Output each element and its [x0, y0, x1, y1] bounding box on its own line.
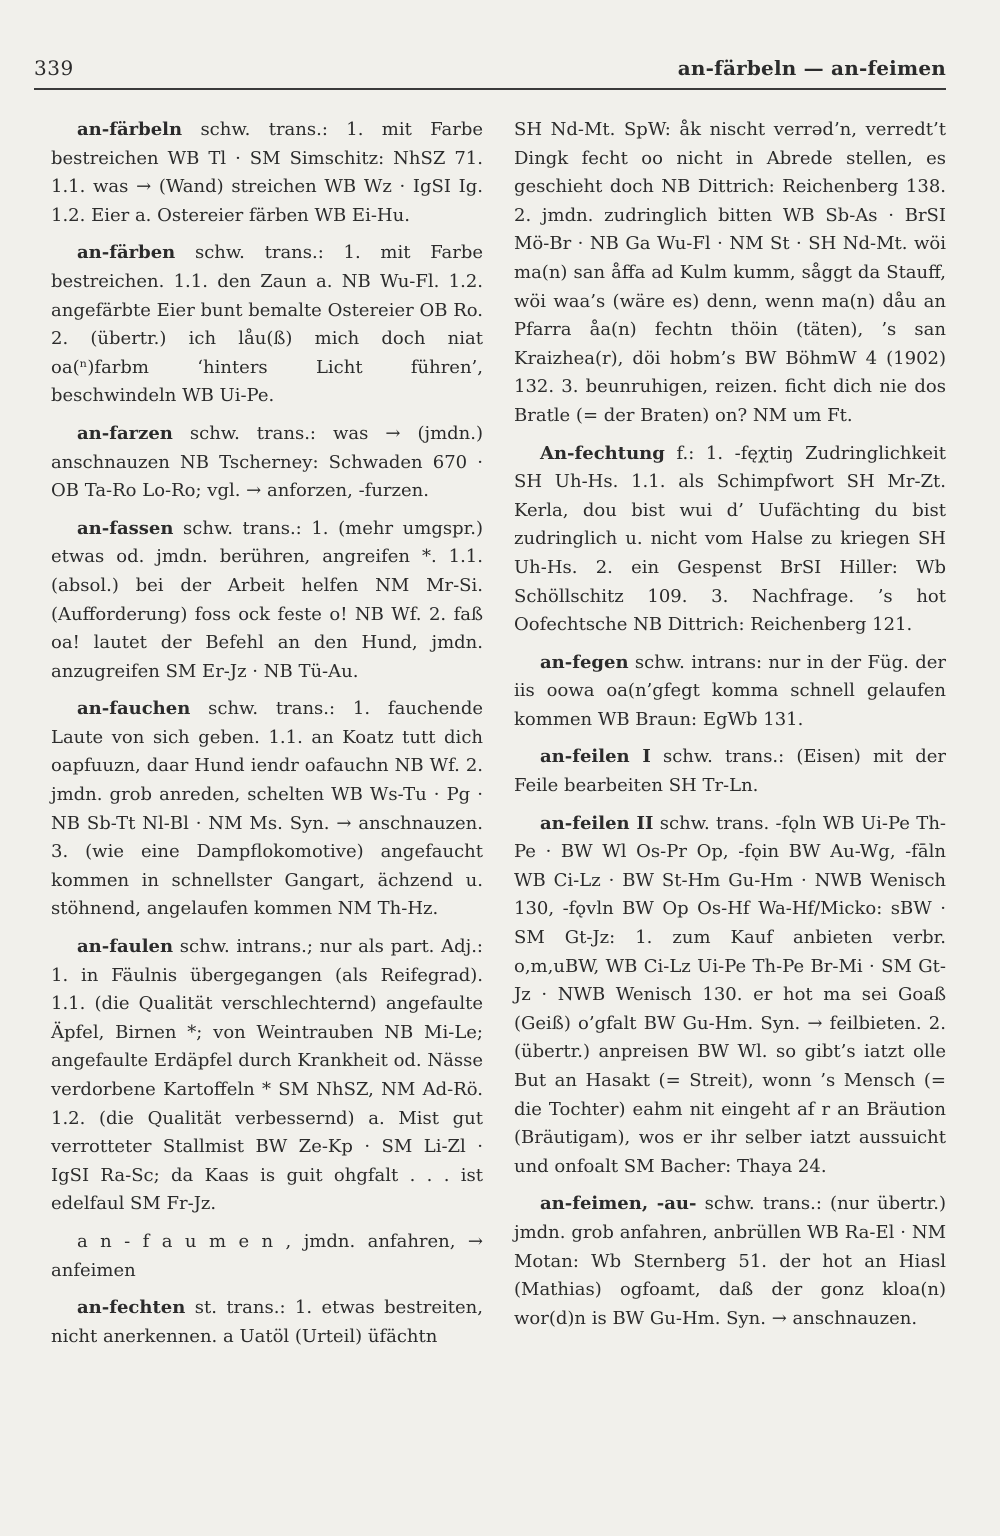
entry-text: schw. trans. -fǫln WB Ui-Pe Th-Pe · BW Wl Os-Pr Op, -fǫin BW Au-Wg, -fāln WB Ci-Lz · BW St-Hm Gu-Hm · NWB Wenisch 130, -fǫvln BW Op Os-Hf Wa-Hf/Micko: sBW · SM Gt-Jz: 1. zum Kauf anbieten verbr. o,m,uBW, WB Ci-Lz Ui-Pe Th-Pe Br-Mi · SM Gt-Jz · NWB Wenisch 130. er hot ma sei Goaß (Geiß) o’gfalt BW Gu-Hm. Syn. → feilbieten. 2. (übertr.) anpreisen BW Wl. so gibt’s iatzt olle But an Hasakt (= Streit), wonn ’s Mensch (= die Tochter) eahm nit eingeht af r an Bräution (Bräutigam), wos er ihr selber iatzt aussuicht und onfoalt SM Bacher: Thaya 24. [514, 812, 946, 1177]
entry-text: schw. trans.: (nur übertr.) jmdn. grob anfahren, anbrüllen WB Ra-El · NM Motan: Wb Sternberg 51. der hot an Hiasl (Mathias) ogfoamt, daß der gonz kloa(n) wor(d)n is BW Gu-Hm. Syn. → anschnauzen. [514, 1193, 946, 1329]
entry-text: a n - f a u m e n , jmdn. anfahren, → anfeimen [51, 1230, 483, 1281]
headword: an-fassen [77, 517, 174, 539]
entry-text: schw. intrans.; nur als part. Adj.: 1. in Fäulnis übergegangen (als Reifegrad). 1.1. (die Qualität verschlechternd) angefaulte Äpfel, Birnen *; von Weintrauben NB Mi-Le; angefaulte Erdäpfel durch Krankheit od. Nässe verdorbene Kartoffeln * SM NhSZ, NM Ad-Rö. 1.2. (die Qualität verbessernd) a. Mist gut verrotteter Stallmist BW Ze-Kp · SM Li-Zl · IgSI Ra-Sc; da Kaas is guit ohgfalt . . . ist edelfaul SM Fr-Jz. [51, 936, 483, 1215]
entry-text: st. trans.: 1. etwas bestreiten, nicht anerkennen. a Uatöl (Urteil) üfächtn [51, 1297, 483, 1347]
dictionary-entry [51, 1294, 483, 1351]
entry-text: schw. trans.: 1. (mehr umgspr.) etwas od. jmdn. berühren, angreifen *. 1.1. (absol.) bei der Arbeit helfen NM Mr-Si. (Aufforderung) foss ock feste o! NB Wf. 2. faß oa! lautet der Befehl an den Hund, jmdn. anzugreifen SM Er-Jz · NB Tü-Au. [51, 517, 483, 682]
headword: an-fechten [77, 1297, 186, 1319]
page-header [34, 56, 946, 90]
page-number: 339 [34, 56, 74, 80]
headword: an-feimen, -au- [540, 1193, 697, 1215]
entry-text: schw. trans.: 1. fauchende Laute von sich geben. 1.1. an Koatz tutt dich oapfuuzn, daar Hund iendr oafauchn NB Wf. 2. jmdn. grob anreden, schelten WB Ws-Tu · Pg · NB Sb-Tt Nl-Bl · NM Ms. Syn. → anschnauzen. 3. (wie eine Dampflokomotive) angefaucht kommen in schnellster Gangart, ächzend u. stöhnend, angelaufen kommen NM Th-Hz. [51, 698, 483, 920]
dictionary-entry [51, 116, 483, 230]
headword: an-feilen I [540, 746, 651, 768]
entry-text: schw. trans.: was → (jmdn.) anschnauzen NB Tscherney: Schwaden 670 · OB Ta-Ro Lo-Ro; vgl. → anforzen, -furzen. [51, 422, 483, 502]
dictionary-entry [51, 933, 483, 1219]
headword: an-farzen [77, 422, 173, 444]
dictionary-entry [514, 810, 946, 1182]
left-column [51, 116, 483, 1360]
entry-text: f.: 1. -fęχtiŋ Zudringlichkeit SH Uh-Hs. 1.1. als Schimpfwort SH Mr-Zt. Kerla, dou bist wui d’ Uufächting du bist zudringlich u. nicht vom Halse zu kriegen SH Uh-Hs. 2. ein Gespenst BrSI Hiller: Wb Schöllschitz 109. 3. Nachfrage. ’s hot Oofechtsche NB Dittrich: Reichenberg 121. [514, 442, 946, 636]
headword: an-färbeln [77, 119, 183, 140]
dictionary-entry [514, 743, 946, 800]
dictionary-entry [514, 1190, 946, 1333]
dictionary-entry [51, 695, 483, 924]
entry-text: SH Nd-Mt. SpW: åk nischt verrəd’n, verredt’t Dingk fecht oo nicht in Abrede stellen, es geschieht doch NB Dittrich: Reichenberg 138. 2. jmdn. zudringlich bitten WB Sb-As · BrSI Mö-Br · NB Ga Wu-Fl · NM St · SH Nd-Mt. wöi ma(n) san åffa ad Kulm kumm, såggt da Stauff, wöi waa’s (wäre es) denn, wenn ma(n) dåu an Pfarra åa(n) fechtn thöin (täten), ’s san Kraizhea(r), döi hobm’s BW BöhmW 4 (1902) 132. 3. beunruhigen, reizen. ficht dich nie dos Bratle (= der Braten) on? NM um Ft. [514, 119, 946, 426]
headword: An-fechtung [540, 442, 665, 464]
headword: an-feilen II [540, 812, 654, 834]
entry-text: schw. intrans: nur in der Füg. der iis oowa oa(n’gfegt komma schnell gelaufen kommen WB Braun: EgWb 131. [514, 651, 946, 730]
dictionary-entry [514, 440, 946, 640]
right-column [514, 116, 946, 1342]
entry-text: schw. trans.: (Eisen) mit der Feile bearbeiten SH Tr-Ln. [514, 746, 946, 797]
entry-text: schw. trans.: 1. mit Farbe bestreichen WB Tl · SM Simschitz: NhSZ 71. 1.1. was → (Wand) streichen WB Wz · IgSI Ig. 1.2. Eier a. Ostereier färben WB Ei-Hu. [51, 119, 483, 226]
cross-reference-entry [51, 1228, 483, 1285]
dictionary-entry-continuation [514, 116, 946, 431]
dictionary-entry [514, 649, 946, 735]
headword: an-faulen [77, 936, 174, 958]
dictionary-entry [51, 239, 483, 411]
headword: an-fauchen [77, 698, 191, 720]
dictionary-entry [51, 420, 483, 506]
headword: an-fegen [540, 651, 629, 673]
headword: an-färben [77, 242, 176, 264]
dictionary-entry [51, 515, 483, 687]
running-head: an-färbeln — an-feimen [677, 56, 946, 80]
entry-text: schw. trans.: 1. mit Farbe bestreichen. 1.1. den Zaun a. NB Wu-Fl. 1.2. angefärbte Eier bunt bemalte Ostereier OB Ro. 2. (übertr.) ich låu(ß) mich doch niat oa(ⁿ)farbm ‘hinters Licht führen’, beschwindeln WB Ui-Pe. [51, 242, 483, 407]
